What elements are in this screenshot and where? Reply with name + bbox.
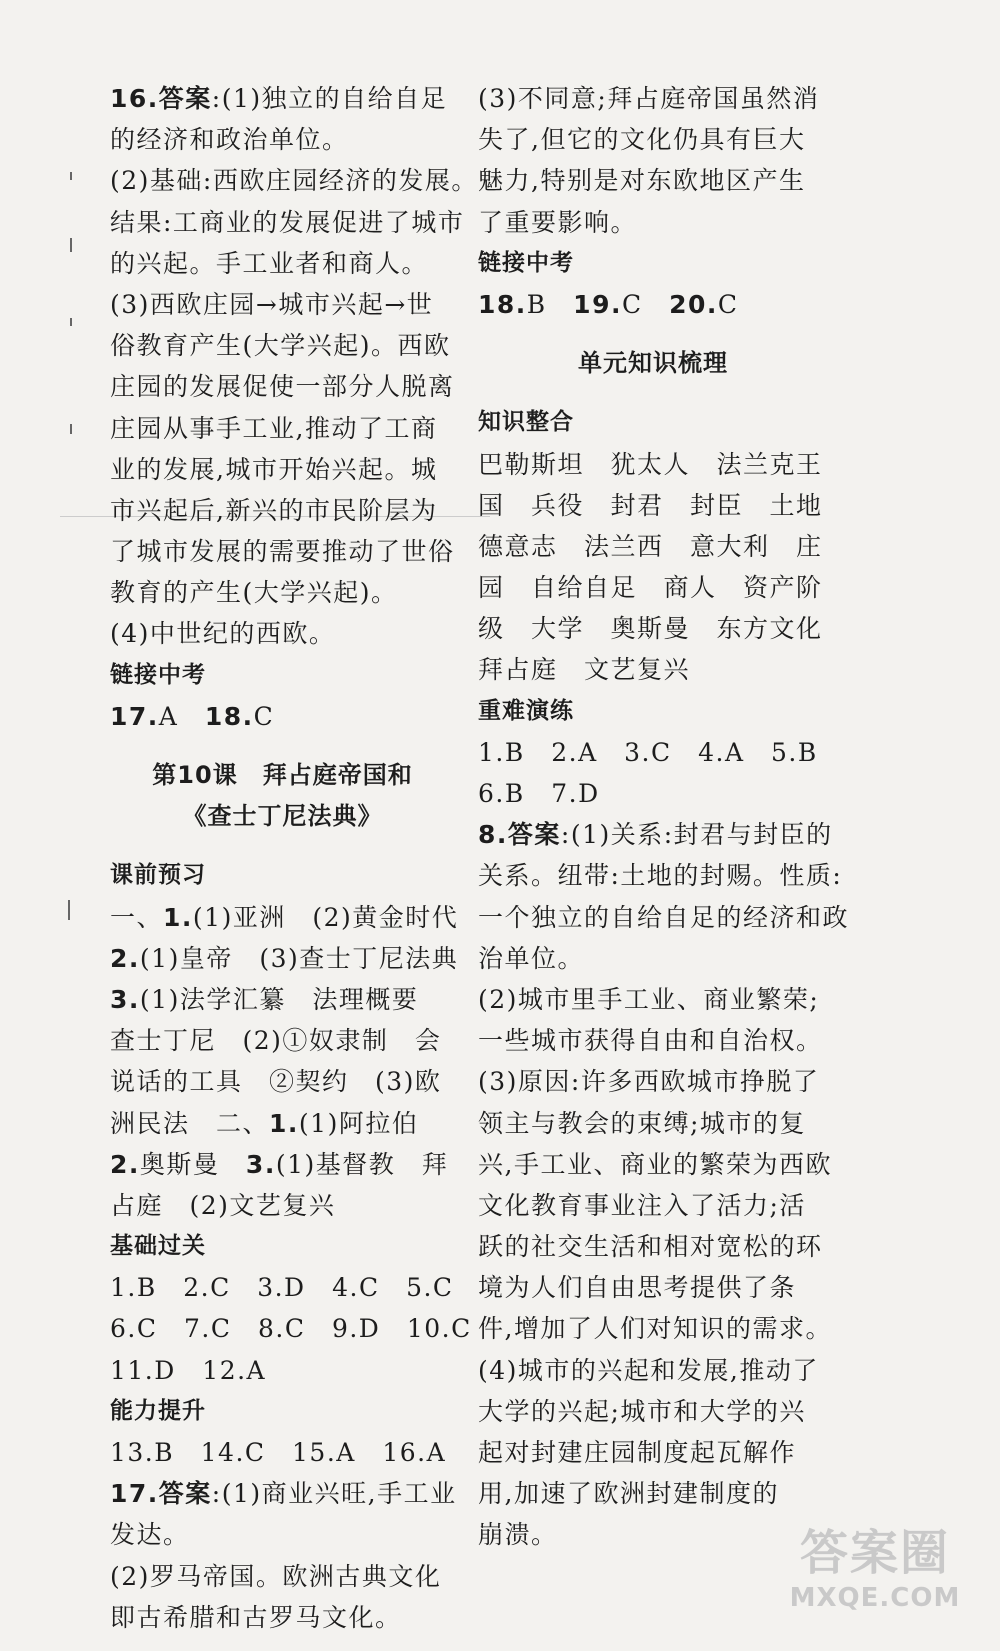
answer-text: 文化教育事业注入了活力;活 (478, 1190, 806, 1220)
answer-text: 11.D 12.A (110, 1355, 267, 1385)
answer-text: 用,加速了欧洲封建制度的 (478, 1479, 779, 1509)
answer-line (478, 1514, 828, 1555)
answer-text: 巴勒斯坦 犹太人 法兰克王 (478, 449, 823, 479)
answer-number: 1. (269, 1108, 299, 1138)
answer-text: 了城市发展的需要推动了世俗 (110, 537, 455, 567)
answer-line (110, 284, 455, 325)
answer-text: 件,增加了人们对知识的需求。 (478, 1314, 832, 1344)
answer-line (478, 1267, 828, 1308)
answer-line (110, 1597, 455, 1638)
lesson-title (478, 343, 828, 384)
answer-line (110, 1556, 455, 1597)
answer-text: (4)城市的兴起和发展,推动了 (478, 1355, 819, 1385)
answer-line (478, 1308, 832, 1349)
answer-text: 洲民法 二、 (110, 1108, 270, 1138)
answer-text: 兴,手工业、商业的繁荣为西欧 (478, 1149, 832, 1179)
answer-text: (1)皇帝 (3)查士丁尼法典 (139, 943, 459, 973)
answer-line (110, 1267, 455, 1308)
answer-line (478, 732, 828, 773)
lesson-title-text: 单元知识梳理 (578, 349, 728, 378)
answer-text: (2)基础:西欧庄园经济的发展。 (110, 166, 478, 196)
answer-line (110, 613, 455, 654)
answer-text: 一些城市获得自由和自治权。 (478, 1026, 823, 1056)
answer-text: (1)法学汇纂 法理概要 (139, 984, 419, 1014)
section-heading-text: 知识整合 (478, 409, 574, 436)
answer-line (478, 284, 828, 325)
answer-line (110, 979, 455, 1020)
answer-number: 3. (110, 984, 140, 1014)
answer-line (110, 1103, 455, 1144)
answer-text: 教育的产生(大学兴起)。 (110, 578, 398, 608)
lesson-title-text: 第10课 拜占庭帝国和 (152, 761, 413, 789)
answer-text: 园 自给自足 商人 资产阶 (478, 573, 823, 603)
answer-text: 德意志 法兰西 意大利 庄 (478, 531, 823, 561)
answer-text: 市兴起后,新兴的市民阶层为 (110, 495, 438, 525)
answer-line (110, 1144, 455, 1185)
answer-text: 庄园从事手工业,推动了工商 (110, 413, 438, 443)
answer-text: 的经济和政治单位。 (110, 125, 349, 155)
answer-text: 境为人们自由思考提供了条 (478, 1273, 797, 1303)
scan-mark (70, 318, 72, 326)
answer-line (478, 1061, 828, 1102)
answer-text: 一、 (110, 902, 164, 932)
answer-line (110, 572, 455, 613)
watermark-text: 答案圈 (799, 1525, 950, 1581)
answer-line (478, 1432, 828, 1473)
answer-line (110, 1061, 455, 1102)
answer-line (478, 1103, 828, 1144)
answer-number: 18. (478, 289, 527, 319)
answer-line (110, 1350, 455, 1391)
answer-number: 2. (110, 943, 140, 973)
answer-line (478, 526, 828, 567)
answer-text: 结果:工商业的发展促进了城市 (110, 207, 465, 237)
answer-line (110, 408, 455, 449)
spacer (110, 737, 455, 755)
answer-line (478, 1020, 828, 1061)
answer-line (478, 773, 828, 814)
section-heading (478, 243, 828, 284)
answer-text: 俗教育产生(大学兴起)。西欧 (110, 331, 451, 361)
answer-line (110, 696, 455, 737)
answer-line (110, 1514, 455, 1555)
answer-line (110, 1473, 455, 1514)
answer-text: C (253, 701, 275, 731)
answer-line (478, 938, 828, 979)
answer-line (110, 160, 478, 201)
answer-line (478, 814, 833, 855)
answer-number: 20. (669, 289, 718, 319)
answer-line (110, 490, 455, 531)
answer-text: (3)原因:许多西欧城市挣脱了 (478, 1067, 820, 1097)
answer-text: (1)阿拉伯 (298, 1108, 419, 1138)
answer-line (110, 325, 455, 366)
section-heading-text: 链接中考 (110, 661, 206, 688)
answer-text: 大学的兴起;城市和大学的兴 (478, 1396, 806, 1426)
answer-text: 奥斯曼 (139, 1149, 246, 1179)
answer-number: 19. (573, 289, 622, 319)
answer-number: 1. (163, 902, 193, 932)
answer-line (110, 897, 459, 938)
answer-line (478, 1226, 828, 1267)
scan-mark (70, 424, 72, 434)
answer-line (110, 1185, 455, 1226)
answer-number: 3. (245, 1149, 276, 1179)
answer-text: 跃的社交生活和相对宽松的环 (478, 1232, 823, 1262)
answer-line (478, 979, 828, 1020)
answer-line (478, 567, 828, 608)
answer-line (110, 202, 465, 243)
section-heading-text: 能力提升 (110, 1397, 206, 1424)
answer-text: 占庭 (2)文艺复兴 (110, 1190, 336, 1220)
answer-text: 起对封建庄园制度起瓦解作 (478, 1438, 797, 1467)
spacer (478, 384, 828, 402)
answer-text: 的兴起。手工业者和商人。 (110, 248, 429, 278)
watermark-logo (780, 1523, 970, 1633)
answer-text: (1)亚洲 (2)黄金时代 (192, 902, 459, 932)
answer-text: 发达。 (110, 1520, 190, 1550)
answer-text: 查士丁尼 (2)①奴隶制 会 (110, 1026, 442, 1056)
answer-line (478, 160, 828, 201)
section-heading-text: 重难演练 (478, 697, 574, 724)
answer-number: 8.答案 (478, 820, 561, 850)
section-heading-text: 链接中考 (478, 249, 574, 276)
scan-mark (70, 172, 72, 180)
answer-number: 17.答案 (110, 1479, 212, 1509)
scan-mark (70, 238, 72, 252)
answer-line (110, 119, 455, 160)
answer-number: 17. (110, 701, 159, 731)
answer-text: 6.B 7.D (478, 779, 600, 808)
lesson-title (110, 796, 455, 837)
answer-line (110, 449, 455, 490)
answer-text: 6.C 7.C 8.C 9.D 10.C (110, 1314, 472, 1344)
answer-text: 庄园的发展促使一部分人脱离 (110, 372, 455, 402)
answer-line (478, 1350, 828, 1391)
answer-text: :(1)商业兴旺,手工业 (211, 1479, 457, 1509)
answer-text: 魅力,特别是对东欧地区产生 (478, 166, 806, 196)
section-heading (478, 691, 828, 732)
answer-text: (2)罗马帝国。欧洲古典文化 (110, 1561, 442, 1591)
answer-line (478, 444, 828, 485)
answer-line (478, 897, 850, 938)
answer-line (478, 649, 828, 690)
section-heading-text: 课前预习 (110, 862, 206, 889)
answer-line (478, 119, 828, 160)
answer-line (478, 485, 828, 526)
answer-text: 即古希腊和古罗马文化。 (110, 1602, 402, 1632)
answer-text: (3)不同意;拜占庭帝国虽然消 (478, 84, 820, 113)
answer-text: 拜占庭 文艺复兴 (478, 655, 691, 685)
answer-text: 国 兵役 封君 封臣 土地 (478, 490, 823, 520)
answer-line (478, 202, 828, 243)
answer-line (110, 78, 455, 119)
section-heading (110, 1391, 455, 1432)
answer-text: :(1)关系:封君与封臣的 (560, 820, 833, 850)
answer-text: 领主与教会的束缚;城市的复 (478, 1108, 806, 1138)
answer-text: (4)中世纪的西欧。 (110, 619, 336, 649)
lesson-title-text: 《查士丁尼法典》 (182, 802, 383, 831)
answer-number: 16.答案 (110, 84, 212, 113)
answer-text: A (158, 701, 205, 731)
answer-text: 说话的工具 ②契约 (3)欧 (110, 1067, 442, 1097)
answer-line (478, 608, 828, 649)
answer-number: 18. (204, 701, 254, 731)
answer-line (110, 1308, 472, 1349)
answer-text: 1.B 2.C 3.D 4.C 5.C (110, 1273, 454, 1303)
spacer (110, 837, 455, 855)
answer-text: C (717, 289, 739, 319)
answer-line (478, 1185, 828, 1226)
answer-line (110, 938, 459, 979)
answer-line (478, 1144, 832, 1185)
answer-text: (1)基督教 拜 (275, 1149, 449, 1179)
answer-text: 崩溃。 (478, 1520, 558, 1550)
section-heading-text: 基础过关 (110, 1233, 206, 1260)
scan-mark (68, 900, 70, 920)
answer-text: 13.B 14.C 15.A 16.A (110, 1438, 447, 1467)
section-heading (110, 1226, 455, 1267)
answer-line (478, 78, 828, 119)
answer-line (478, 1473, 828, 1514)
section-heading (110, 855, 455, 896)
answer-number: 2. (110, 1149, 140, 1179)
answer-text: 关系。纽带:土地的封赐。性质: (478, 861, 843, 891)
answer-text: 失了,但它的文化仍具有巨大 (478, 125, 806, 155)
watermark-url: MXQE.COM (789, 1583, 961, 1613)
answer-text: (3)西欧庄园→城市兴起→世 (110, 289, 434, 319)
answer-text: 了重要影响。 (478, 207, 638, 237)
answer-text: (2)城市里手工业、商业繁荣; (478, 984, 820, 1014)
answer-text: 业的发展,城市开始兴起。城 (110, 454, 438, 484)
answer-line (478, 1391, 828, 1432)
answer-text: 治单位。 (478, 943, 585, 973)
section-heading (478, 402, 828, 443)
answer-text: B (526, 289, 574, 319)
answer-text: 一个独立的自给自足的经济和政 (478, 902, 850, 932)
answer-line (110, 531, 455, 572)
lesson-title (110, 755, 455, 796)
answer-text: C (621, 289, 670, 319)
left-column (110, 78, 478, 1638)
answer-text: 1.B 2.A 3.C 4.A 5.B (478, 737, 818, 767)
section-heading (110, 655, 455, 696)
right-column (478, 78, 850, 1556)
spacer (478, 325, 828, 343)
answer-text: 级 大学 奥斯曼 东方文化 (478, 614, 823, 644)
answer-line (110, 1020, 455, 1061)
answer-line (478, 855, 843, 896)
answer-line (110, 366, 455, 407)
answer-line (110, 1432, 455, 1473)
answer-text: :(1)独立的自给自足 (211, 84, 448, 113)
answer-line (110, 243, 455, 284)
